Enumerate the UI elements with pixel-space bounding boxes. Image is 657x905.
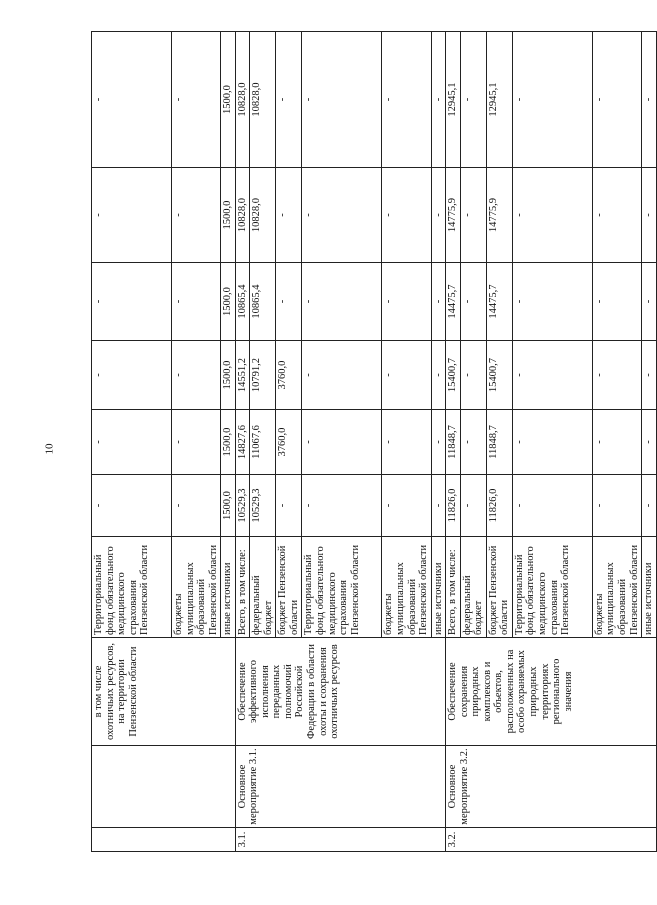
value-cell: 10865,4 xyxy=(250,263,276,341)
value-cell: - xyxy=(642,475,657,537)
value-cell: 14775,9 xyxy=(446,168,461,263)
value-cell: - xyxy=(460,341,486,410)
value-cell: - xyxy=(592,341,641,410)
value-cell: - xyxy=(512,32,592,168)
value-cell: - xyxy=(302,263,382,341)
row-number-cell: 3.2. xyxy=(446,828,656,852)
funding-source-cell: бюджеты муниципальных образований Пензенской области xyxy=(172,537,221,638)
value-cell: - xyxy=(302,32,382,168)
value-cell: 14775,9 xyxy=(486,168,512,263)
event-title-cell: Обеспечение эффективного исполнения переданных полномочий Российской Федерации в области охоты и сохранения охотничьих ресурсов xyxy=(235,638,445,746)
value-cell: - xyxy=(642,341,657,410)
value-cell: 12945,1 xyxy=(446,32,461,168)
value-cell: - xyxy=(431,475,446,537)
value-cell: 10828,0 xyxy=(250,32,276,168)
value-cell: - xyxy=(382,263,431,341)
value-cell: - xyxy=(172,32,221,168)
value-cell: - xyxy=(382,475,431,537)
event-name-cell: Основное мероприятие 3.1. xyxy=(235,746,445,828)
event-name-cell: Основное мероприятие 3.2. xyxy=(446,746,656,828)
table-row xyxy=(92,32,172,852)
value-cell: - xyxy=(592,475,641,537)
value-cell: - xyxy=(276,475,302,537)
funding-source-cell: Территориальный фонд обязательного медицинского страхования Пензенской области xyxy=(92,537,172,638)
value-cell: - xyxy=(172,410,221,475)
value-cell: 11067,6 xyxy=(250,410,276,475)
value-cell: - xyxy=(172,341,221,410)
value-cell: 11848,7 xyxy=(446,410,461,475)
value-cell: - xyxy=(460,32,486,168)
event-title-cell: Обеспечение сохранения природных комплексов и объектов, расположенных на особо охраняемых природных территориях регионального значения xyxy=(446,638,656,746)
funding-source-cell: федеральный бюджет xyxy=(250,537,276,638)
value-cell: - xyxy=(592,410,641,475)
value-cell: 3760,0 xyxy=(276,410,302,475)
funding-source-cell: бюджеты муниципальных образований Пензенской области xyxy=(592,537,641,638)
value-cell: - xyxy=(512,168,592,263)
value-cell: - xyxy=(642,168,657,263)
value-cell: - xyxy=(382,32,431,168)
event-name-cell xyxy=(92,746,236,828)
value-cell: 1500,0 xyxy=(221,168,236,263)
value-cell: 1500,0 xyxy=(221,263,236,341)
value-cell: - xyxy=(302,475,382,537)
rotated-page-content xyxy=(91,32,655,852)
value-cell: - xyxy=(276,168,302,263)
event-title-cell: в том числе охотничьих ресурсов, на территории Пензенской области xyxy=(92,638,236,746)
value-cell: - xyxy=(92,475,172,537)
value-cell: - xyxy=(460,410,486,475)
funding-source-cell: Территориальный фонд обязательного медицинского страхования Пензенской области xyxy=(302,537,382,638)
row-number-cell xyxy=(92,828,236,852)
page-number: 10 xyxy=(43,443,56,455)
value-cell: - xyxy=(592,263,641,341)
value-cell: 11848,7 xyxy=(486,410,512,475)
value-cell: 14827,6 xyxy=(235,410,250,475)
value-cell: 10828,0 xyxy=(235,168,250,263)
value-cell: 1500,0 xyxy=(221,410,236,475)
funding-source-cell: Всего, в том числе: xyxy=(446,537,461,638)
table-row xyxy=(446,32,461,852)
value-cell: - xyxy=(92,341,172,410)
value-cell: 14551,2 xyxy=(235,341,250,410)
value-cell: - xyxy=(512,263,592,341)
value-cell: - xyxy=(382,341,431,410)
value-cell: - xyxy=(172,168,221,263)
value-cell: 1500,0 xyxy=(221,475,236,537)
value-cell: - xyxy=(512,341,592,410)
value-cell: 10791,2 xyxy=(250,341,276,410)
value-cell: 1500,0 xyxy=(221,32,236,168)
value-cell: 14475,7 xyxy=(446,263,461,341)
value-cell: - xyxy=(431,263,446,341)
value-cell: - xyxy=(92,263,172,341)
value-cell: - xyxy=(276,263,302,341)
value-cell: - xyxy=(431,410,446,475)
value-cell: - xyxy=(431,168,446,263)
value-cell: 3760,0 xyxy=(276,341,302,410)
funding-source-cell: бюджет Пензенской области xyxy=(276,537,302,638)
value-cell: 11826,0 xyxy=(446,475,461,537)
value-cell: 10828,0 xyxy=(235,32,250,168)
value-cell: - xyxy=(302,168,382,263)
value-cell: 14475,7 xyxy=(486,263,512,341)
row-number-cell: 3.1. xyxy=(235,828,445,852)
value-cell: - xyxy=(642,263,657,341)
value-cell: 10529,3 xyxy=(250,475,276,537)
value-cell: - xyxy=(460,263,486,341)
value-cell: 15400,7 xyxy=(446,341,461,410)
funding-source-cell: иные источники xyxy=(431,537,446,638)
value-cell: - xyxy=(172,475,221,537)
value-cell: - xyxy=(302,410,382,475)
funding-source-cell: иные источники xyxy=(642,537,657,638)
value-cell: - xyxy=(431,32,446,168)
value-cell: - xyxy=(92,32,172,168)
value-cell: - xyxy=(642,410,657,475)
value-cell: 10865,4 xyxy=(235,263,250,341)
value-cell: - xyxy=(92,410,172,475)
value-cell: - xyxy=(512,410,592,475)
value-cell: 15400,7 xyxy=(486,341,512,410)
value-cell: 12945,1 xyxy=(486,32,512,168)
value-cell: - xyxy=(276,32,302,168)
funding-source-cell: бюджеты муниципальных образований Пензенской области xyxy=(382,537,431,638)
funding-source-cell: Всего, в том числе: xyxy=(235,537,250,638)
funding-source-cell: федеральный бюджет xyxy=(460,537,486,638)
value-cell: - xyxy=(592,168,641,263)
funding-source-cell: бюджет Пензенской области xyxy=(486,537,512,638)
value-cell: - xyxy=(592,32,641,168)
table-row xyxy=(235,32,250,852)
value-cell: - xyxy=(642,32,657,168)
value-cell: - xyxy=(172,263,221,341)
value-cell: - xyxy=(512,475,592,537)
value-cell: 10529,3 xyxy=(235,475,250,537)
value-cell: 11826,0 xyxy=(486,475,512,537)
value-cell: - xyxy=(302,341,382,410)
value-cell: - xyxy=(382,410,431,475)
funding-source-cell: Территориальный фонд обязательного медицинского страхования Пензенской области xyxy=(512,537,592,638)
value-cell: - xyxy=(460,475,486,537)
value-cell: - xyxy=(92,168,172,263)
value-cell: - xyxy=(382,168,431,263)
value-cell: 1500,0 xyxy=(221,341,236,410)
value-cell: 10828,0 xyxy=(250,168,276,263)
value-cell: - xyxy=(460,168,486,263)
value-cell: - xyxy=(431,341,446,410)
funding-table xyxy=(91,31,657,852)
funding-source-cell: иные источники xyxy=(221,537,236,638)
